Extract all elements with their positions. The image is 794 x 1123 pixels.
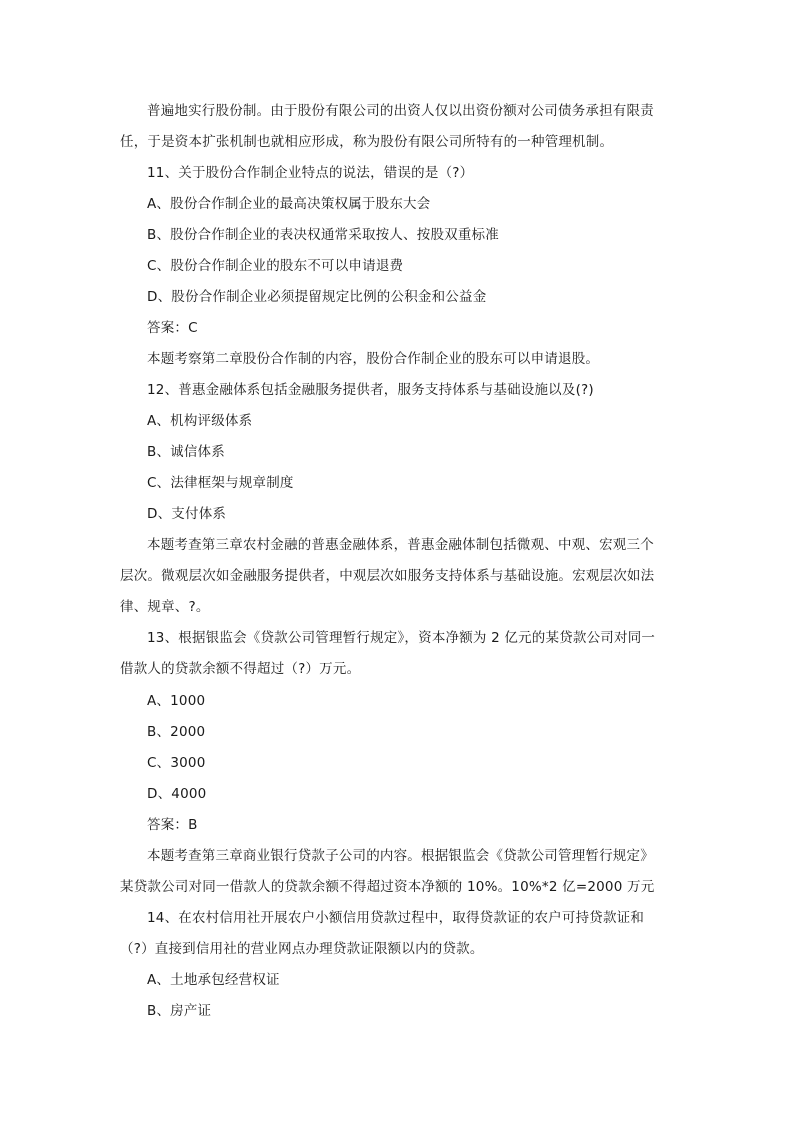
option-line: D、股份合作制企业必须提留规定比例的公积金和公益金 (147, 289, 487, 305)
explanation-line: 层次。微观层次如金融服务提供者，中观层次如服务支持体系与基础设施。宏观层次如法 (120, 568, 655, 584)
option-line: D、4000 (147, 786, 207, 802)
option-line: C、股份合作制企业的股东不可以申请退费 (147, 258, 404, 274)
option-line: C、3000 (147, 755, 206, 771)
option-line: D、支付体系 (147, 506, 227, 522)
option-line: B、房产证 (147, 1003, 212, 1019)
question-line: 借款人的贷款余额不得超过（?）万元。 (120, 661, 361, 677)
question-line: （?）直接到信用社的营业网点办理贷款证限额以内的贷款。 (120, 941, 484, 957)
answer-line: 答案：C (147, 320, 198, 336)
option-line: A、股份合作制企业的最高决策权属于股东大会 (147, 196, 431, 212)
option-line: B、股份合作制企业的表决权通常采取按人、按股双重标准 (147, 227, 499, 243)
option-line: A、土地承包经营权证 (147, 972, 280, 988)
option-line: B、2000 (147, 724, 206, 740)
answer-line: 答案：B (147, 817, 198, 833)
question-line: 12、普惠金融体系包括金融服务提供者，服务支持体系与基础设施以及(?) (147, 382, 594, 398)
question-line: 11、关于股份合作制企业特点的说法，错误的是（?） (147, 165, 474, 181)
option-line: B、诚信体系 (147, 444, 225, 460)
paragraph-line: 任，于是资本扩张机制也就相应形成，称为股份有限公司所特有的一种管理机制。 (120, 134, 614, 150)
question-line: 13、根据银监会《贷款公司管理暂行规定》，资本净额为 2 亿元的某贷款公司对同一 (147, 630, 656, 646)
option-line: A、机构评级体系 (147, 413, 253, 429)
option-line: A、1000 (147, 693, 206, 709)
explanation-line: 本题考察第二章股份合作制的内容，股份合作制企业的股东可以申请退股。 (147, 351, 600, 367)
explanation-line: 律、规章、?。 (120, 599, 210, 615)
explanation-line: 本题考查第三章农村金融的普惠金融体系，普惠金融体制包括微观、中观、宏观三个 (147, 537, 654, 553)
option-line: C、法律框架与规章制度 (147, 475, 294, 491)
explanation-line: 某贷款公司对同一借款人的贷款余额不得超过资本净额的 10%。10%*2 亿=2000 万元 (120, 879, 655, 895)
question-line: 14、在农村信用社开展农户小额信用贷款过程中，取得贷款证的农户可持贷款证和 (147, 910, 645, 926)
paragraph-line: 普遍地实行股份制。由于股份有限公司的出资人仅以出资份额对公司债务承担有限责 (147, 103, 654, 119)
explanation-line: 本题考查第三章商业银行贷款子公司的内容。根据银监会《贷款公司管理暂行规定》 (147, 848, 654, 864)
